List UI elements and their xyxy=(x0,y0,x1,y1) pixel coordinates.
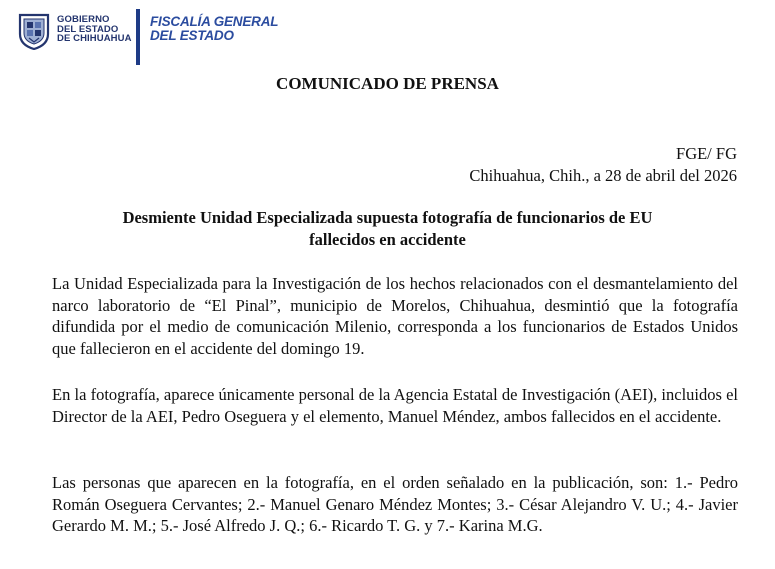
agency-line-1: FISCALÍA GENERAL xyxy=(150,14,279,29)
reference-block xyxy=(469,143,737,187)
state-seal-icon xyxy=(17,12,51,50)
agency-name xyxy=(150,15,278,43)
reference-code: FGE/ FG xyxy=(676,144,737,163)
document-title: COMUNICADO DE PRENSA xyxy=(276,74,499,93)
government-name xyxy=(57,15,132,44)
headline xyxy=(60,207,715,251)
headline-line-2: fallecidos en accidente xyxy=(309,230,466,249)
header-divider xyxy=(136,9,140,65)
gov-line-1: GOBIERNO xyxy=(57,14,110,25)
agency-line-2: DEL ESTADO xyxy=(150,28,234,43)
gov-line-2: DEL ESTADO xyxy=(57,23,119,35)
body-paragraph-1: La Unidad Especializada para la Investigación de los hechos relacionados con el desmantelamiento del narco laboratorio de “El Pinal”, municipio de Morelos, Chihuahua, desmintió que la fotografía difundida por el medio de comunicación Milenio, corresponda a los funcionarios de Estados Unidos que fallecieron en el accidente del domingo 19. xyxy=(52,274,738,358)
gov-line-3: DE CHIHUAHUA xyxy=(57,33,132,44)
body-paragraph-3: Las personas que aparecen en la fotografía, en el orden señalado en la publicación, son: 1.- Pedro Román Oseguera Cervantes; 2.- Manuel Genaro Méndez Montes; 3.- César Alejandro V. U.; 4.- Javier Gerardo M. M.; 5.- José Alfredo J. Q.; 6.- Ricardo T. G. y 7.- Karina M.G. xyxy=(52,473,738,535)
body-paragraph-2: En la fotografía, aparece únicamente personal de la Agencia Estatal de Investigación (AEI), incluidos el Director de la AEI, Pedro Oseguera y el elemento, Manuel Méndez, ambos fallecidos en el accidente. xyxy=(52,385,738,426)
headline-line-1: Desmiente Unidad Especializada supuesta fotografía de funcionarios de EU xyxy=(122,208,653,227)
letterhead xyxy=(17,9,277,65)
place-date: Chihuahua, Chih., a 28 de abril del 2026 xyxy=(469,166,737,185)
